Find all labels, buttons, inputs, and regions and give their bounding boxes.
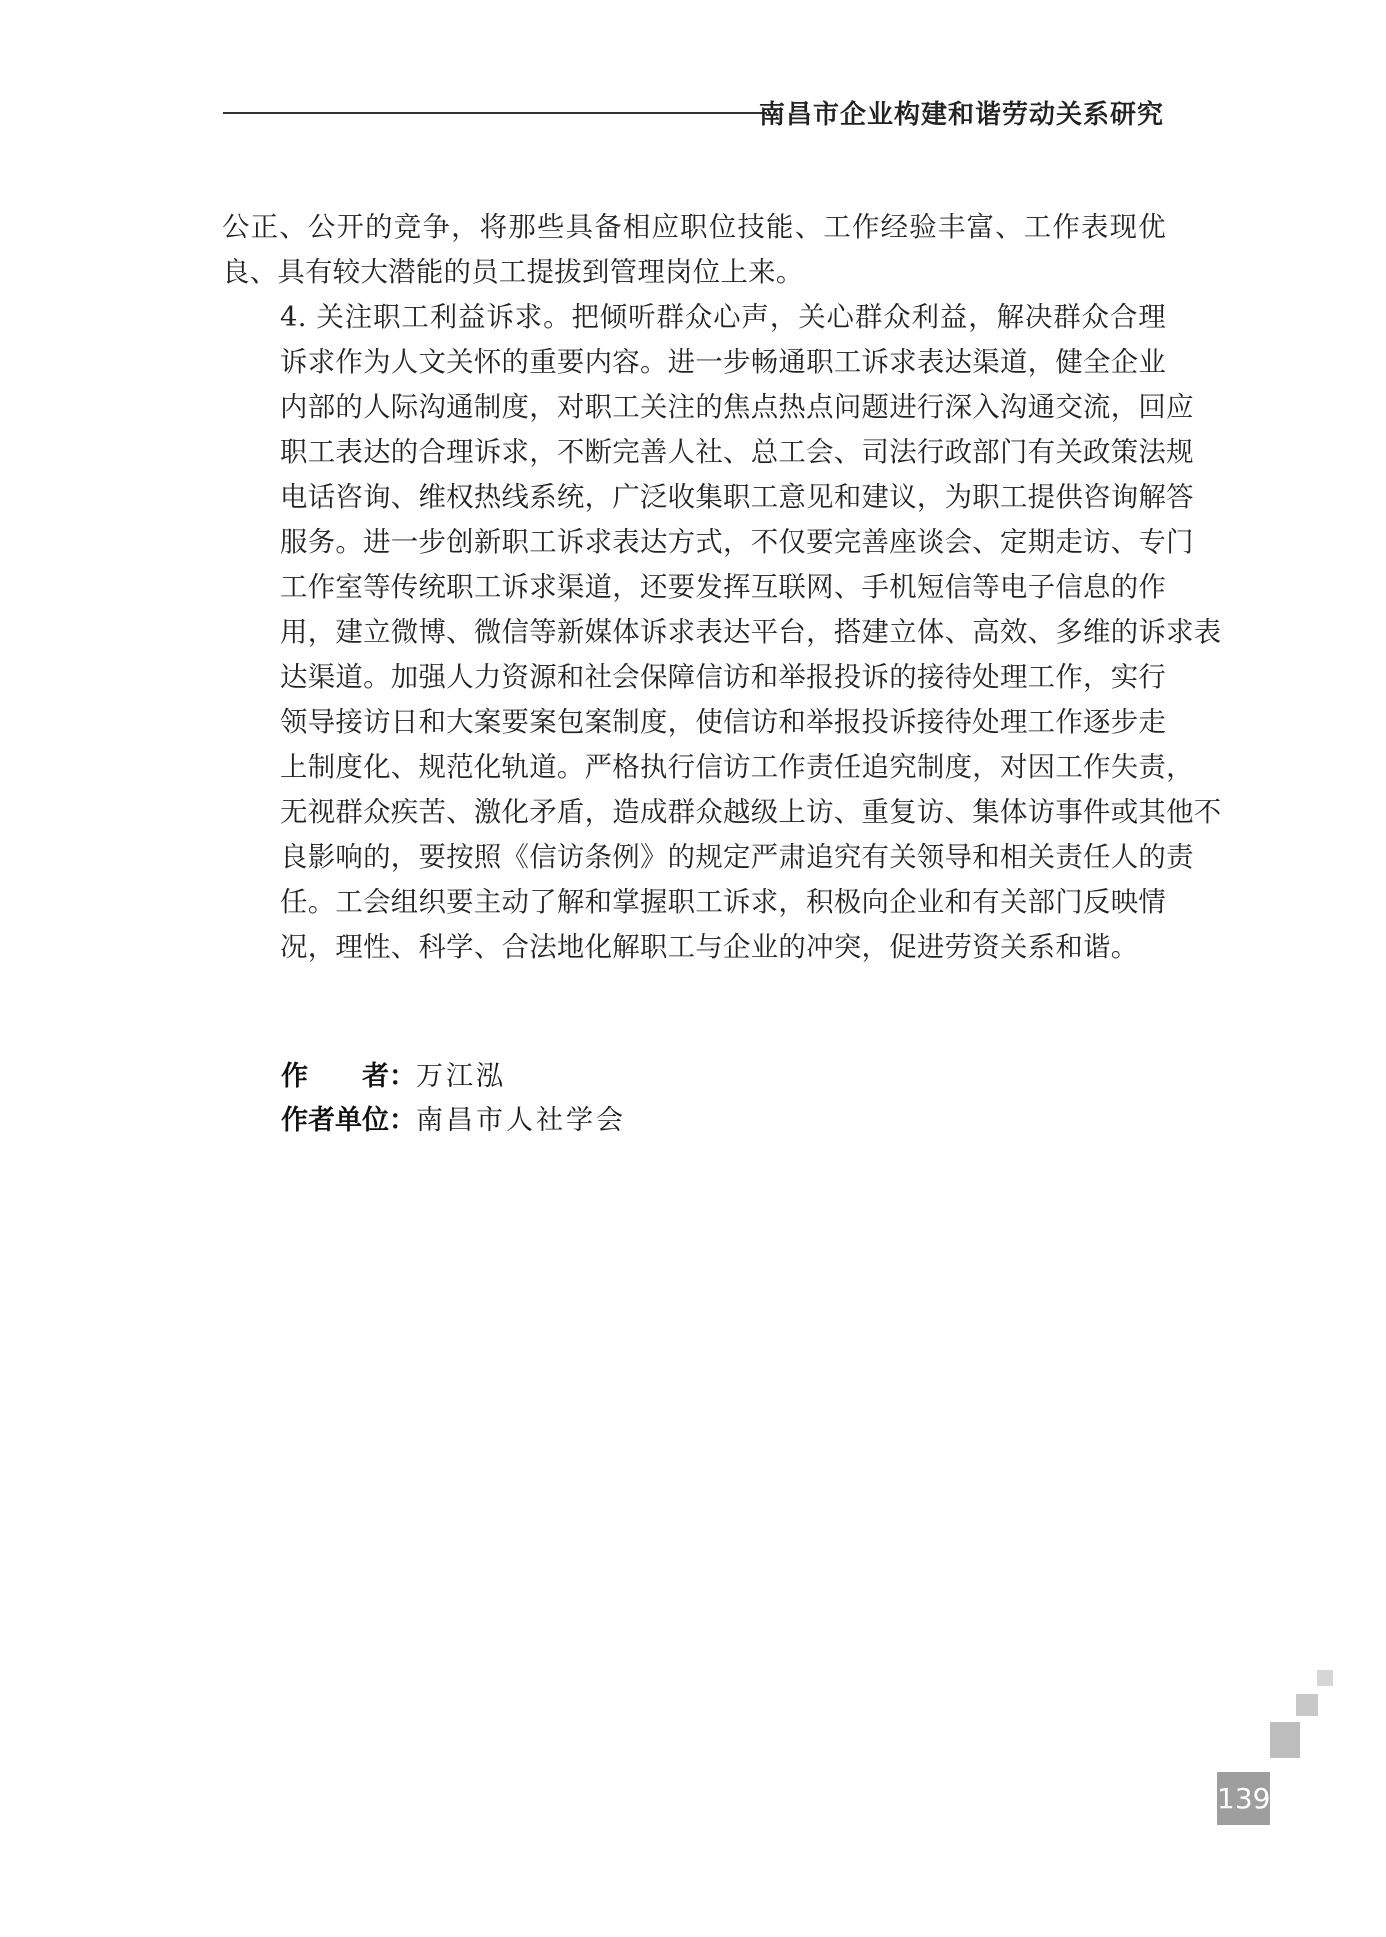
text-line: 4. 关注职工利益诉求。把倾听群众心声，关心群众利益，解决群众合理 xyxy=(280,302,1166,333)
text-line: 达渠道。加强人力资源和社会保障信访和举报投诉的接待处理工作，实行 xyxy=(280,662,1167,693)
text-line: 用，建立微博、微信等新媒体诉求表达平台，搭建立体、高效、多维的诉求表 xyxy=(280,617,1222,648)
affiliation-name: 南昌市人社学会 xyxy=(416,1105,626,1136)
author-credits xyxy=(281,1055,626,1143)
paragraph-1 xyxy=(222,205,1166,295)
running-title: 南昌市企业构建和谐劳动关系研究 xyxy=(758,100,1164,130)
body-text xyxy=(222,205,1222,970)
decorative-square xyxy=(1317,1670,1333,1686)
text-line: 内部的人际沟通制度，对职工关注的焦点热点问题进行深入沟通交流，回应 xyxy=(280,392,1194,423)
author-name: 万江泓 xyxy=(416,1061,506,1092)
header-rule xyxy=(223,112,767,114)
text-line: 服务。进一步创新职工诉求表达方式，不仅要完善座谈会、定期走访、专门 xyxy=(280,527,1194,558)
affiliation-label: 作者单位： xyxy=(281,1105,416,1136)
text-line: 职工表达的合理诉求，不断完善人社、总工会、司法行政部门有关政策法规 xyxy=(280,437,1194,468)
affiliation-row xyxy=(281,1099,626,1143)
decorative-square xyxy=(1296,1694,1318,1716)
paragraph-2 xyxy=(222,295,1222,970)
text-line: 领导接访日和大案要案包案制度，使信访和举报投诉接待处理工作逐步走 xyxy=(280,707,1167,738)
text-line: 上制度化、规范化轨道。严格执行信访工作责任追究制度，对因工作失责， xyxy=(280,752,1194,783)
text-line: 公正、公开的竞争，将那些具备相应职位技能、工作经验丰富、工作表现优 xyxy=(222,212,1166,243)
text-line: 良影响的，要按照《信访条例》的规定严肃追究有关领导和相关责任人的责 xyxy=(280,842,1194,873)
text-line: 诉求作为人文关怀的重要内容。进一步畅通职工诉求表达渠道，健全企业 xyxy=(280,347,1167,378)
text-line: 电话咨询、维权热线系统，广泛收集职工意见和建议，为职工提供咨询解答 xyxy=(280,482,1194,513)
author-label: 作 者： xyxy=(281,1061,416,1092)
author-row xyxy=(281,1055,626,1099)
decorative-square xyxy=(1270,1722,1300,1758)
text-line: 工作室等传统职工诉求渠道，还要发挥互联网、手机短信等电子信息的作 xyxy=(280,572,1167,603)
text-line: 良、具有较大潜能的员工提拔到管理岗位上来。 xyxy=(222,257,804,288)
text-line: 况，理性、科学、合法地化解职工与企业的冲突，促进劳资关系和谐。 xyxy=(280,932,1139,963)
text-line: 无视群众疾苦、激化矛盾，造成群众越级上访、重复访、集体访事件或其他不 xyxy=(280,797,1222,828)
text-line: 任。工会组织要主动了解和掌握职工诉求，积极向企业和有关部门反映情 xyxy=(280,887,1167,918)
page-number: 139 xyxy=(1217,1772,1270,1825)
